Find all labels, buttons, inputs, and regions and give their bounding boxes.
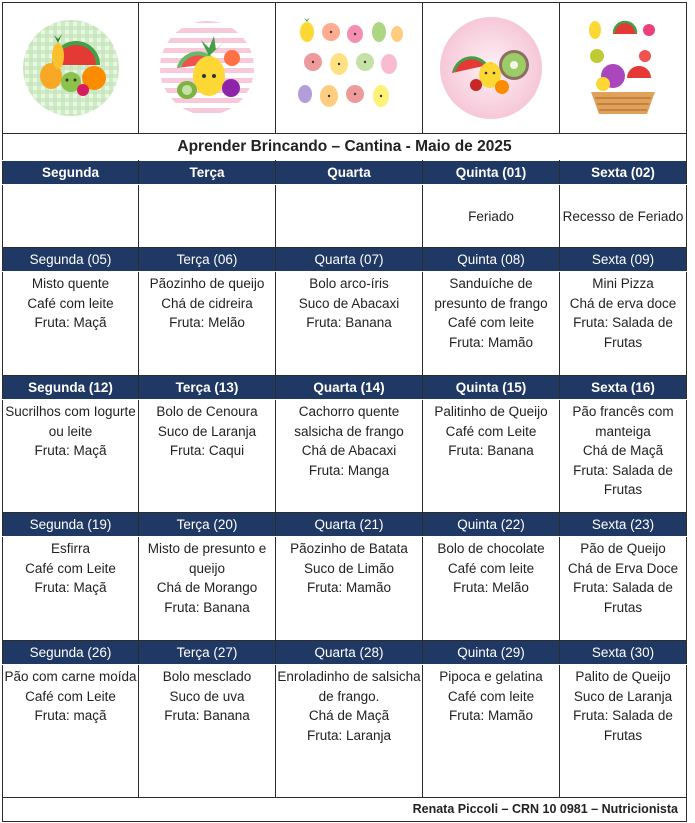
header-image-cell <box>276 3 423 134</box>
day-header <box>560 641 687 665</box>
menu-item: Recesso de Feriado <box>562 208 684 224</box>
day-label: Quinta (29) <box>457 645 525 660</box>
day-header <box>560 376 687 400</box>
menu-cell <box>3 665 139 798</box>
menu-item: Bolo mesclado <box>162 669 252 684</box>
watermelon-kiwi-fruits-on-pink-circle-icon <box>438 15 544 121</box>
menu-cell <box>3 185 139 248</box>
day-label: Quarta (07) <box>314 252 384 267</box>
menu-item: Enroladinho de salsicha de frango. <box>277 669 421 704</box>
menu-item: Pão francês com manteiga <box>572 404 674 439</box>
menu-row <box>3 272 687 376</box>
menu-cell <box>560 185 687 248</box>
menu-item: Café com leite <box>447 560 535 576</box>
menu-item: Bolo arco-íris <box>309 276 389 291</box>
menu-cell <box>3 400 139 513</box>
menu-item: Mini Pizza <box>592 276 654 291</box>
menu-item: Café com leite <box>447 315 535 330</box>
menu-cell <box>423 400 560 513</box>
day-header <box>3 248 139 272</box>
day-label: Segunda (12) <box>28 380 113 395</box>
day-header <box>139 641 276 665</box>
menu-cell <box>139 400 276 513</box>
menu-cell <box>139 665 276 798</box>
menu-cell <box>423 537 560 641</box>
menu-title: Aprender Brincando – Cantina - Maio de 2025 <box>3 134 687 161</box>
menu-item: Bolo de Cenoura <box>156 404 258 419</box>
day-label: Segunda (26) <box>29 645 112 660</box>
menu-item: Chá de Maçã <box>308 708 390 723</box>
menu-item: Chá de erva doce <box>569 295 677 311</box>
menu-cell <box>276 537 423 641</box>
header-image-cell <box>560 3 687 134</box>
day-header <box>560 513 687 537</box>
day-label: Segunda <box>41 165 99 180</box>
menu-item: Chá de cidreira <box>161 295 253 311</box>
menu-item: Fruta: Maçã <box>34 580 107 595</box>
menu-item: Pão com carne moída <box>4 669 137 684</box>
menu-item: Suco de Limão <box>303 560 395 576</box>
menu-item: Sanduíche de presunto de frango <box>434 276 548 311</box>
menu-item: Chá de Morango <box>156 580 258 595</box>
day-label: Terça <box>189 165 225 180</box>
day-label: Terça (27) <box>176 645 238 660</box>
menu-item: Suco de Laranja <box>573 688 673 704</box>
menu-row <box>3 185 687 248</box>
menu-item: Palito de Queijo <box>575 669 671 684</box>
day-header <box>423 513 560 537</box>
menu-item: Fruta: Banana <box>164 599 250 615</box>
day-header-row <box>3 161 687 185</box>
day-header <box>139 376 276 400</box>
day-label: Quarta (21) <box>314 517 384 532</box>
day-header <box>3 513 139 537</box>
menu-document <box>2 2 686 820</box>
menu-item: Café com leite <box>27 295 114 311</box>
menu-item <box>423 187 559 207</box>
menu-item: Fruta: Salada de Frutas <box>573 462 673 497</box>
menu-item: Misto quente <box>31 276 110 291</box>
menu-cell <box>560 400 687 513</box>
menu-item: Chá de Abacaxi <box>301 443 397 458</box>
nutritionist-signature: Renata Piccoli – CRN 10 0981 – Nutricionista <box>3 798 687 822</box>
menu-item: Fruta: Maçã <box>34 315 107 330</box>
menu-item: Palitinho de Queijo <box>434 404 548 419</box>
menu-item: Suco de Laranja <box>157 423 257 439</box>
menu-item: Café com Leite <box>25 688 116 704</box>
day-header <box>423 376 560 400</box>
menu-item: Fruta: Mamão <box>306 580 392 595</box>
day-header <box>423 248 560 272</box>
menu-item: Chá de Erva Doce <box>567 560 679 576</box>
day-header <box>276 641 423 665</box>
day-header <box>139 248 276 272</box>
menu-item: Fruta: Banana <box>448 443 534 458</box>
menu-item: Café com Leite <box>25 560 116 576</box>
menu-cell <box>560 665 687 798</box>
menu-item: Fruta: Salada de Frutas <box>573 708 673 743</box>
menu-cell <box>276 185 423 248</box>
menu-item: Fruta: Melão <box>169 315 245 330</box>
menu-item: Fruta: Melão <box>453 580 529 595</box>
menu-cell <box>276 272 423 376</box>
day-label: Quarta (14) <box>313 380 385 395</box>
fruit-basket-icon <box>583 18 663 118</box>
menu-item: Fruta: Maçã <box>34 443 107 458</box>
menu-cell <box>423 665 560 798</box>
header-image-cell <box>423 3 560 134</box>
menu-item: Esfirra <box>50 541 90 556</box>
menu-item: Pipoca e gelatina <box>439 669 543 684</box>
day-header <box>560 161 687 185</box>
menu-item: Fruta: Manga <box>308 462 390 478</box>
menu-item: Pão de Queijo <box>580 541 666 556</box>
day-header <box>423 641 560 665</box>
fruit-group-on-green-gingham-icon <box>21 18 121 118</box>
day-label: Quarta <box>327 165 371 180</box>
menu-cell <box>3 272 139 376</box>
menu-item: Fruta: Salada de Frutas <box>573 580 673 615</box>
menu-cell <box>276 400 423 513</box>
day-label: Quinta (08) <box>457 252 525 267</box>
pineapple-and-fruits-on-pink-stripes-icon <box>157 18 257 118</box>
day-label: Quinta (01) <box>455 165 527 180</box>
day-header <box>423 161 560 185</box>
menu-item: Café com leite <box>447 688 535 704</box>
menu-item: Fruta: Laranja <box>306 727 392 743</box>
menu-item: Chá de Maçã <box>582 443 664 458</box>
day-header <box>3 161 139 185</box>
day-label: Terça (06) <box>176 252 238 267</box>
menu-item: Cachorro quente salsicha de frango <box>294 404 404 439</box>
day-header-row <box>3 513 687 537</box>
menu-item: Fruta: maçã <box>34 708 107 723</box>
day-header-row <box>3 641 687 665</box>
day-header <box>276 161 423 185</box>
menu-cell <box>423 185 560 248</box>
menu-item: Fruta: Caqui <box>169 443 245 458</box>
menu-cell <box>560 537 687 641</box>
menu-item: Fruta: Banana <box>164 708 250 723</box>
menu-item: Suco de uva <box>169 688 245 704</box>
menu-item: Suco de Abacaxi <box>298 295 400 311</box>
day-label: Quinta (15) <box>455 380 527 395</box>
menu-item: Pãozinho de Batata <box>290 541 408 556</box>
menu-item: Misto de presunto e queijo <box>147 541 267 576</box>
menu-item: Feriado <box>468 208 514 224</box>
menu-cell <box>139 537 276 641</box>
menu-row <box>3 665 687 798</box>
day-label: Terça (13) <box>175 380 239 395</box>
menu-cell <box>423 272 560 376</box>
day-header-row <box>3 376 687 400</box>
day-label: Segunda (05) <box>29 252 112 267</box>
header-image-cell <box>139 3 276 134</box>
menu-cell <box>276 665 423 798</box>
day-label: Sexta (30) <box>591 645 655 660</box>
day-label: Sexta (16) <box>591 380 655 395</box>
day-label: Segunda (19) <box>29 517 112 532</box>
image-row <box>3 3 687 134</box>
day-header <box>276 376 423 400</box>
menu-item: Sucrilhos com Iogurte ou leite <box>5 404 136 439</box>
menu-row <box>3 537 687 641</box>
kawaii-fruit-pattern-icon <box>293 18 405 118</box>
menu-item: Bolo de chocolate <box>437 541 545 556</box>
menu-item: Fruta: Salada de Frutas <box>573 315 673 350</box>
day-label: Sexta (02) <box>591 165 655 180</box>
day-header-row <box>3 248 687 272</box>
weeks-table <box>2 160 687 822</box>
day-header <box>560 248 687 272</box>
menu-cell <box>3 537 139 641</box>
menu-cell <box>139 185 276 248</box>
footer-row <box>3 798 687 822</box>
day-label: Sexta (09) <box>591 252 655 267</box>
menu-item: Fruta: Banana <box>306 315 392 330</box>
header-image-cell <box>3 3 139 134</box>
day-header <box>276 248 423 272</box>
day-header <box>276 513 423 537</box>
menu-cell <box>560 272 687 376</box>
day-label: Sexta (23) <box>591 517 655 532</box>
menu-item <box>560 187 686 207</box>
day-header <box>3 376 139 400</box>
menu-item: Fruta: Mamão <box>448 334 534 350</box>
day-label: Quinta (22) <box>457 517 525 532</box>
title-row <box>3 134 687 161</box>
menu-cell <box>139 272 276 376</box>
menu-item: Fruta: Mamão <box>448 708 534 723</box>
day-header <box>139 161 276 185</box>
menu-row <box>3 400 687 513</box>
day-header <box>3 641 139 665</box>
day-label: Quarta (28) <box>314 645 384 660</box>
menu-item: Café com Leite <box>445 423 537 439</box>
day-header <box>139 513 276 537</box>
day-label: Terça (20) <box>176 517 238 532</box>
menu-item: Pãozinho de queijo <box>149 276 265 291</box>
menu-table <box>2 2 687 161</box>
